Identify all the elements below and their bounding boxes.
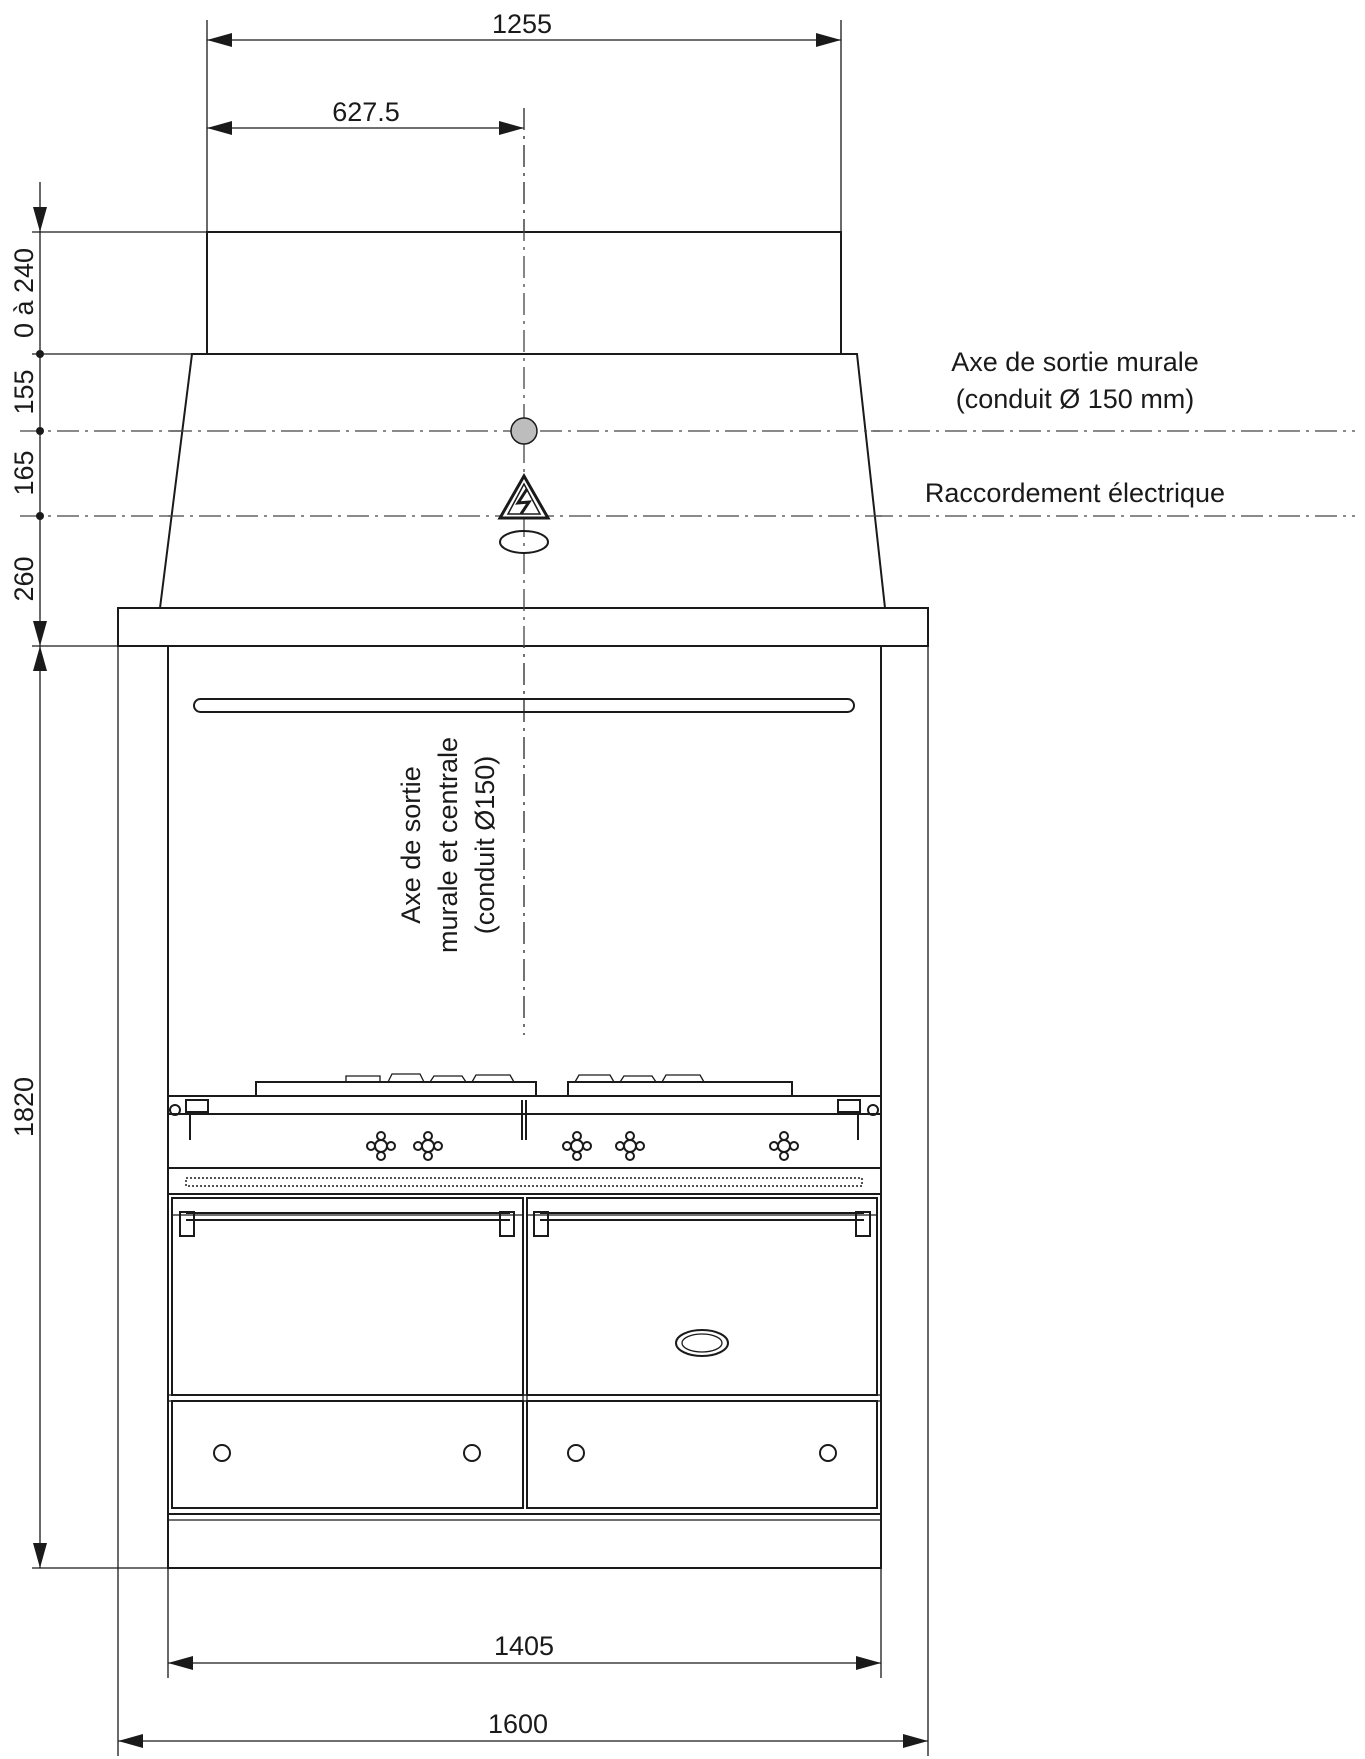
wall-outlet-label-line1: Axe de sortie murale bbox=[951, 347, 1199, 377]
vent-strip bbox=[168, 1168, 881, 1194]
drawer-knob-icon[interactable] bbox=[568, 1445, 584, 1461]
svg-text:(conduit Ø150): (conduit Ø150) bbox=[470, 755, 500, 935]
dimension-label-165: 165 bbox=[9, 450, 39, 496]
knob-icon[interactable] bbox=[367, 1132, 395, 1160]
cooktop-rim bbox=[168, 1096, 881, 1114]
left-drawer[interactable] bbox=[172, 1401, 523, 1508]
central-axis-label bbox=[396, 737, 500, 953]
svg-text:Axe de sortie: Axe de sortie bbox=[396, 766, 426, 924]
oven-body bbox=[168, 1194, 881, 1568]
hood-lip bbox=[118, 608, 928, 646]
dimension-half-width bbox=[207, 97, 524, 135]
burner-grate-left bbox=[256, 1082, 536, 1096]
drawer-knob-icon[interactable] bbox=[214, 1445, 230, 1461]
control-panel bbox=[168, 1114, 881, 1168]
plinth bbox=[168, 1514, 881, 1568]
drawer-knob-icon[interactable] bbox=[464, 1445, 480, 1461]
dimension-label-range-width: 1405 bbox=[493, 1631, 555, 1661]
dimension-vertical-chain bbox=[9, 182, 207, 1568]
dimension-label-260: 260 bbox=[9, 556, 39, 602]
knob-icon[interactable] bbox=[616, 1132, 644, 1160]
burner-grate-right bbox=[568, 1082, 792, 1096]
dimension-label-total-height: 1820 bbox=[9, 1076, 39, 1138]
dimension-range-width bbox=[168, 1568, 881, 1678]
svg-text:murale et centrale: murale et centrale bbox=[433, 736, 463, 954]
dimension-label-hood-width: 1600 bbox=[487, 1709, 549, 1739]
knob-icon[interactable] bbox=[770, 1132, 798, 1160]
dimension-label-chimney-adjust: 0 à 240 bbox=[9, 247, 39, 339]
dimension-label-top-width: 1255 bbox=[491, 9, 553, 39]
drawer-knob-icon[interactable] bbox=[820, 1445, 836, 1461]
wall-outlet-marker bbox=[511, 418, 537, 444]
range-cooker bbox=[168, 1074, 881, 1568]
right-drawer[interactable] bbox=[527, 1401, 877, 1508]
electrical-connection-label: Raccordement électrique bbox=[924, 478, 1226, 508]
knob-icon[interactable] bbox=[414, 1132, 442, 1160]
wall-outlet-label-line2: (conduit Ø 150 mm) bbox=[955, 384, 1195, 414]
dimension-label-155: 155 bbox=[9, 369, 39, 415]
knob-icon[interactable] bbox=[563, 1132, 591, 1160]
left-oven-door bbox=[172, 1198, 523, 1395]
dimension-label-half-width: 627.5 bbox=[332, 97, 400, 127]
right-oven-door bbox=[527, 1198, 877, 1395]
